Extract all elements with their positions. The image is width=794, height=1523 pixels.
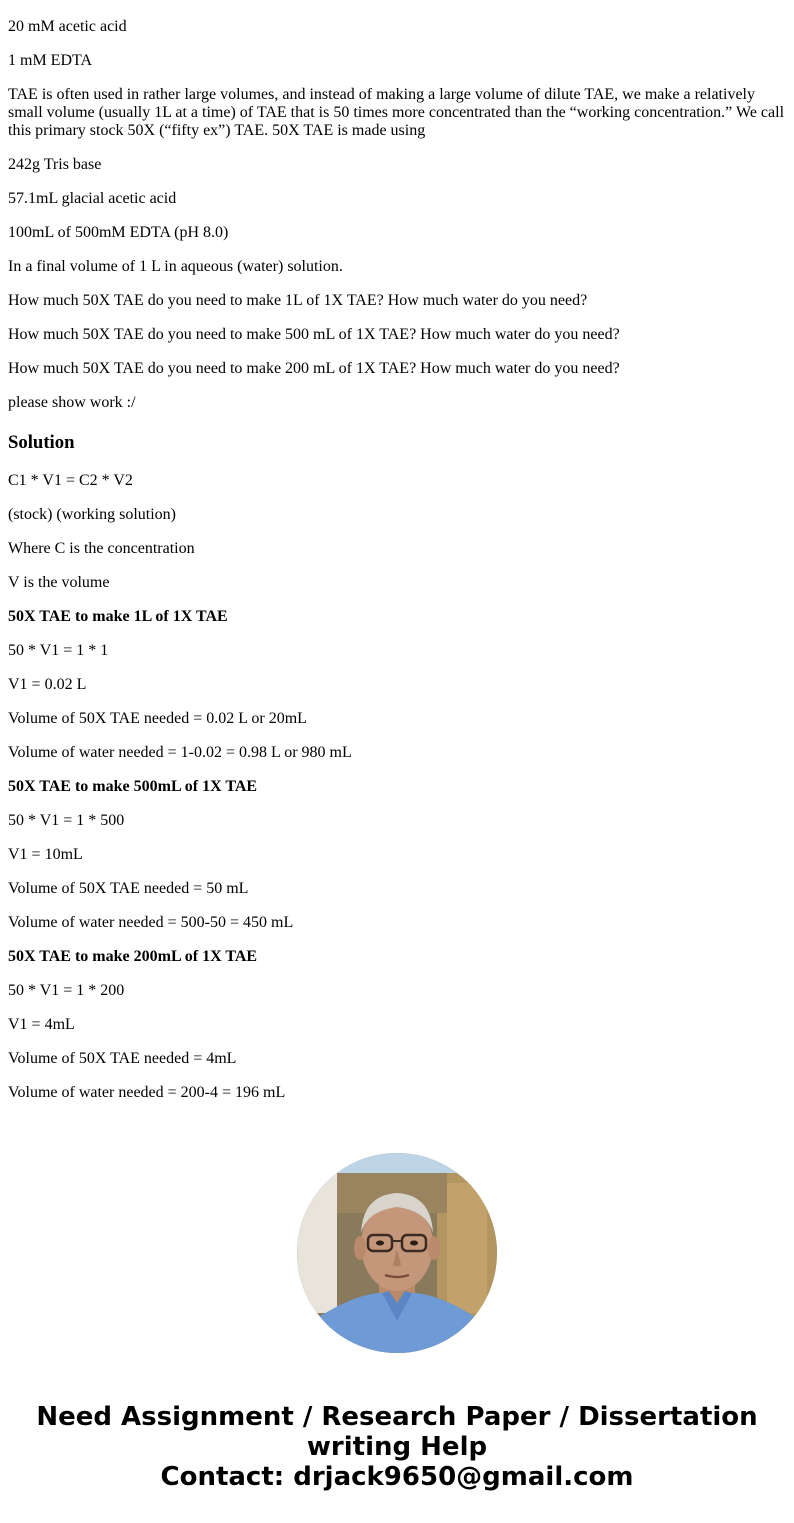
solution-line: V1 = 10mL xyxy=(8,846,83,863)
solution-line: 50 * V1 = 1 * 1 xyxy=(8,642,109,659)
question-line: How much 50X TAE do you need to make 1L of 1X TAE? How much water do you need? xyxy=(8,292,588,309)
part-title-text: 50X TAE to make 1L of 1X TAE xyxy=(8,608,228,625)
solution-line: 50 * V1 = 1 * 200 xyxy=(8,982,125,999)
question-line: In a final volume of 1 L in aqueous (water) solution. xyxy=(8,258,343,275)
solution-line: Volume of water needed = 500-50 = 450 mL xyxy=(8,914,294,931)
author-avatar xyxy=(297,1153,497,1353)
question-line: 20 mM acetic acid xyxy=(8,18,127,35)
question-line xyxy=(8,0,786,2)
solution-line: Volume of water needed = 200-4 = 196 mL xyxy=(8,1084,286,1101)
question-line: How much 50X TAE do you need to make 200 mL of 1X TAE? How much water do you need? xyxy=(8,360,620,377)
promo-contact: Contact: drjack9650@gmail.com xyxy=(160,1462,634,1492)
solution-line: Volume of 50X TAE needed = 0.02 L or 20mL xyxy=(8,710,307,727)
solution-line: Volume of 50X TAE needed = 4mL xyxy=(8,1050,237,1067)
author-photo xyxy=(297,1153,497,1353)
question-line: 100mL of 500mM EDTA (pH 8.0) xyxy=(8,224,229,241)
document-body xyxy=(8,0,786,1118)
part-title-text: 50X TAE to make 200mL of 1X TAE xyxy=(8,948,258,965)
question-line: 1 mM EDTA xyxy=(8,52,93,69)
part-title xyxy=(8,778,786,796)
solution-line: (stock) (working solution) xyxy=(8,506,176,523)
solution-line: Volume of 50X TAE needed = 50 mL xyxy=(8,880,249,897)
question-paragraph: TAE is often used in rather large volumes, and instead of making a large volume of dilute TAE, we make a relatively small volume (usually 1L at a time) of TAE that is 50 times more concentrated than the “working concentration.” We call this primary stock 50X (“fifty ex”) TAE. 50X TAE is made using xyxy=(8,86,785,139)
solution-line: C1 * V1 = C2 * V2 xyxy=(8,472,133,489)
question-line: 242g Tris base xyxy=(8,156,102,173)
promo-line: writing Help xyxy=(306,1432,488,1462)
question-line: 57.1mL glacial acetic acid xyxy=(8,190,177,207)
solution-line: V1 = 4mL xyxy=(8,1016,75,1033)
solution-line: 50 * V1 = 1 * 500 xyxy=(8,812,125,829)
part-title xyxy=(8,608,786,626)
solution-line: V1 = 0.02 L xyxy=(8,676,87,693)
promo-banner xyxy=(0,1402,794,1492)
part-title-text: 50X TAE to make 500mL of 1X TAE xyxy=(8,778,258,795)
solution-line: Volume of water needed = 1-0.02 = 0.98 L or 980 mL xyxy=(8,744,352,761)
part-title xyxy=(8,948,786,966)
promo-line: Need Assignment / Research Paper / Dissertation xyxy=(36,1402,758,1432)
solution-line: V is the volume xyxy=(8,574,110,591)
question-line: How much 50X TAE do you need to make 500 mL of 1X TAE? How much water do you need? xyxy=(8,326,620,343)
solution-heading: Solution xyxy=(8,432,75,453)
solution-line: Where C is the concentration xyxy=(8,540,195,557)
question-line: please show work :/ xyxy=(8,394,136,411)
